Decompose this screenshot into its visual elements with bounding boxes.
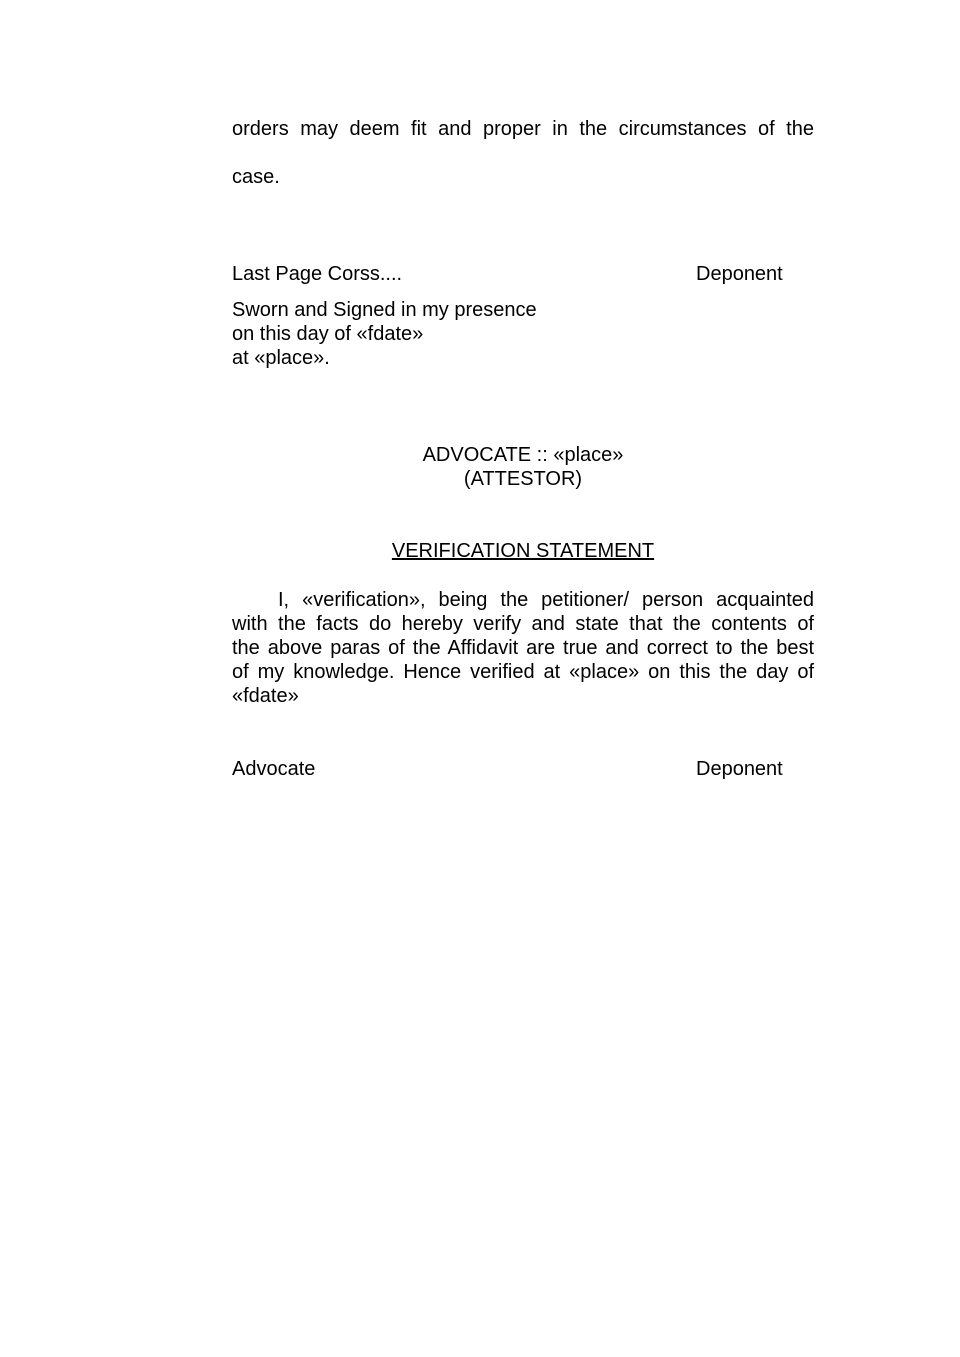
attestation-line-1: Sworn and Signed in my presence bbox=[232, 299, 537, 321]
attestor-label: (ATTESTOR) bbox=[463, 468, 583, 490]
attestation-line-3: at «place». bbox=[232, 347, 330, 369]
verification-line-3: the above paras of the Affidavit are true and correct to the best bbox=[232, 637, 814, 659]
deponent-label-2: Deponent bbox=[696, 758, 783, 780]
verification-heading bbox=[232, 539, 814, 563]
advocate-label: Advocate bbox=[232, 758, 316, 780]
deponent-label-1: Deponent bbox=[696, 263, 783, 285]
verification-line-5: «fdate» bbox=[232, 685, 299, 707]
last-page-label: Last Page Corss.... bbox=[232, 263, 403, 285]
verification-line-4: of my knowledge. Hence verified at «place» on this the day of bbox=[232, 661, 814, 683]
verification-paragraph bbox=[232, 588, 814, 708]
advocate-place: ADVOCATE :: «place» bbox=[422, 444, 624, 466]
continuation-line-2: case. bbox=[232, 166, 280, 188]
verification-heading-text: VERIFICATION STATEMENT bbox=[391, 540, 655, 562]
attestation-line-2: on this day of «fdate» bbox=[232, 323, 424, 345]
continuation-line-1: orders may deem fit and proper in the circumstances of the bbox=[232, 118, 814, 140]
verification-line-2: with the facts do hereby verify and state that the contents of bbox=[232, 613, 814, 635]
verification-line-1: I, «verification», being the petitioner/ person acquainted bbox=[278, 589, 814, 611]
